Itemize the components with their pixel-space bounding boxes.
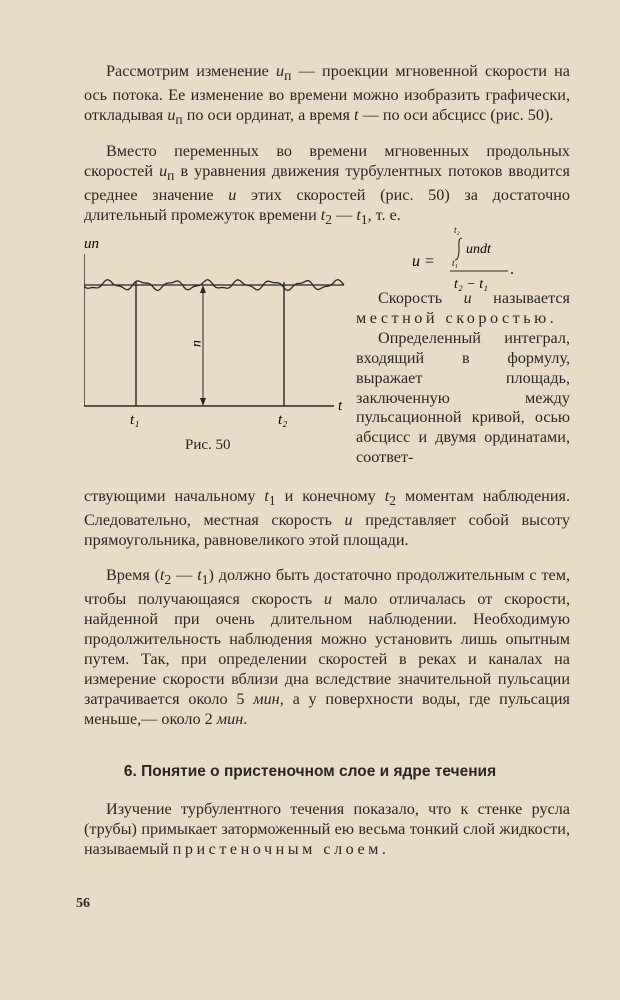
formula-period: . [510,261,514,278]
y-axis-label: uп [84,236,99,252]
section-heading: 6. Понятие о пристеночном слое и ядре течения [123,763,497,780]
formula-integrand: uпdt [466,242,491,257]
u-arrow-up [200,285,206,293]
t2-label: t₂ [278,412,288,428]
t1-label: t₁ [130,412,140,428]
figure-50-velocity-pulsation [84,232,356,430]
formula-lhs: u = [412,253,435,270]
u-arrow-down [200,398,206,406]
figure-caption: Рис. 50 [185,437,231,453]
paragraph-5: Изучение турбулентного течения показало, что к стенке русла (трубы) примыкает заторможенный ею весьма тонкий слой жидкости, называемый пристеночным слоем. [84,800,570,858]
integral-sign [455,238,462,260]
x-axis-label: t [338,398,343,414]
side-column-text [356,289,570,468]
paragraph-2: Вместо переменных во времени мгновенных продольных скоростей $u_п$ в уравнения движения турбулентных потоков вводится среднее значение u этих скоростей (рис. 50) за достаточно длительный промежуток времени $t_2$ — $t_1$, т. е. [84,142,570,228]
local-velocity-formula [410,222,570,292]
paragraph-3: ствующими начальному $t_1$ и конечному $t_2$ моментам наблюдения. Следовательно, местная скорость u представляет собой высоту прямоугольника, равновеликого этой площади. [84,487,571,550]
paragraph-1: Рассмотрим изменение $u_п$ — проекции мгновенной скорости на ось потока. Ее изменение во времени можно изобразить графически, откладывая $u_п$ по оси ординат, а время t — по оси абсцисс (рис. 50). [84,62,570,128]
formula-lower-limit: t₁ [452,258,458,268]
formula-denominator: t₂ − t₁ [454,277,488,292]
paragraph-4: Время ($t_2$ — $t_1$) должно быть достаточно продолжительным с тем, чтобы получающаяся скорость u мало отличалась от скорости, найденной при очень длительном наблюдении. Необходимую продолжительность наблюдения можно установить лишь опытным путем. Так, при определении скоростей в реках и каналах на измерение скорости вблизи дна вследствие значительной пульсации затрачивается около 5 мин, а у поверхности воды, где пульсация меньше,— около 2 мин. [84,566,570,728]
formula-upper-limit: t₂ [454,225,460,235]
integral-explanation: Определенный интеграл, входящий в формулу, выражает площадь, заключенную между пульсационной кривой, осью абсцисс и двумя ординатами, соответ- [356,328,570,467]
u-dimension-label: u [190,340,205,347]
local-velocity-definition: Скорость u называется местной скоростью. [356,289,570,327]
page-number: 56 [76,896,90,911]
